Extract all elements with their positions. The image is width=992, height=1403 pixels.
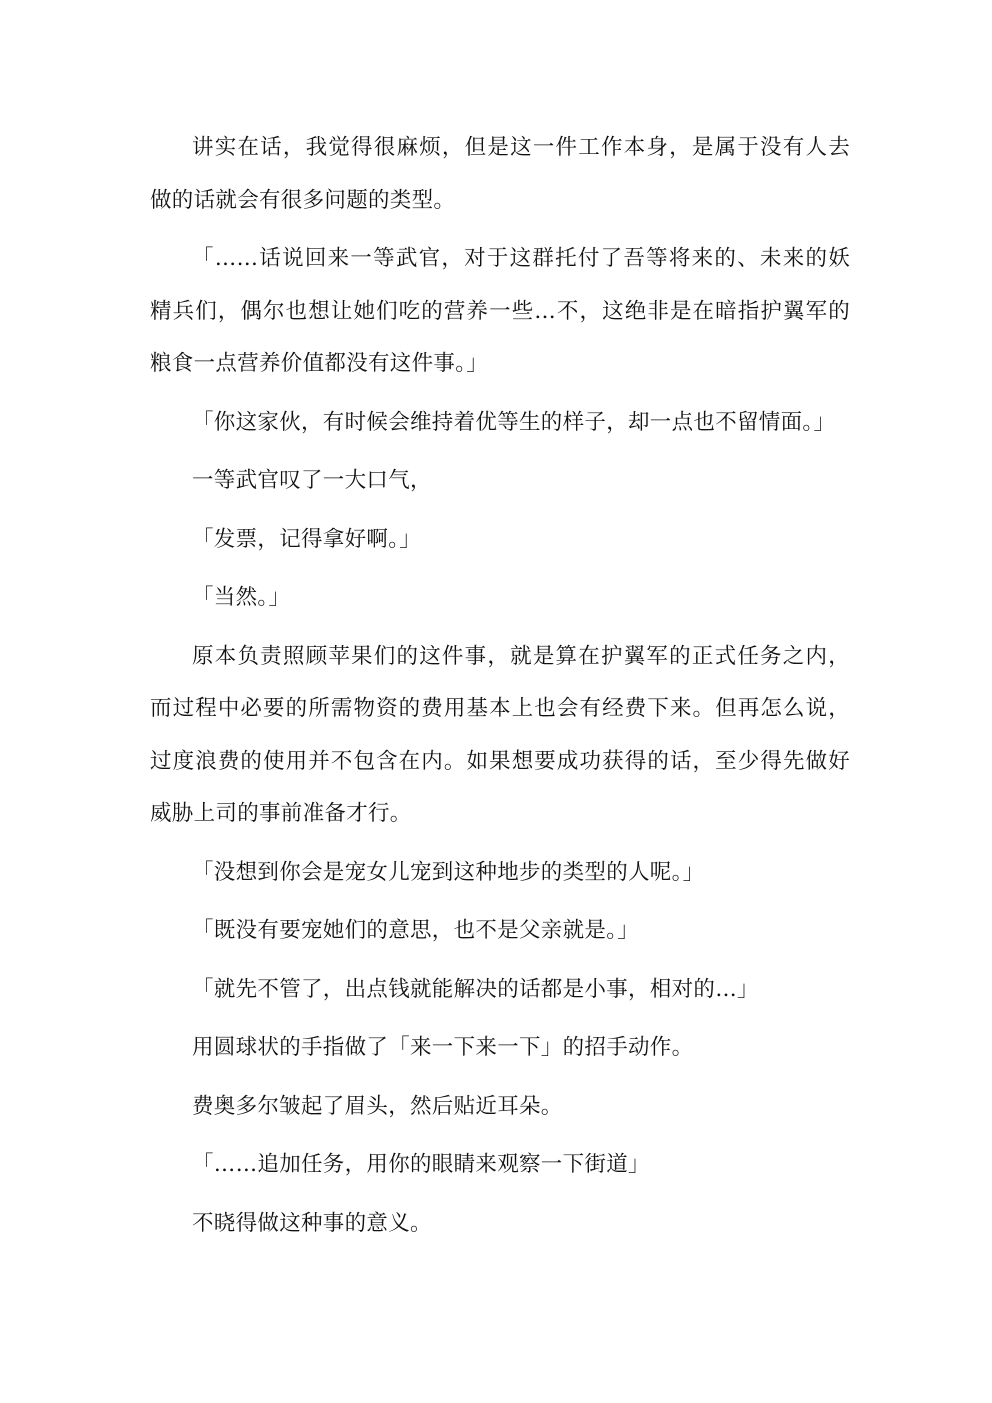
- text-line: 讲实在话，我觉得很麻烦，但是这一件工作本身，是属于没有人去: [192, 135, 850, 160]
- text-line: 「当然。」: [192, 585, 291, 610]
- text-line: 威胁上司的事前准备才行。: [150, 801, 412, 826]
- paragraph-5: [150, 514, 850, 567]
- paragraph-10: [150, 964, 850, 1017]
- paragraph-9: [150, 905, 850, 958]
- text-line: 粮食一点营养价值都没有这件事。」: [150, 351, 489, 376]
- text-line: 「没想到你会是宠女儿宠到这种地步的类型的人呢。」: [192, 859, 705, 885]
- text-line: 「……追加任务，用你的眼睛来观察一下街道」: [192, 1152, 650, 1177]
- paragraph-4: [150, 455, 850, 508]
- paragraph-3: [150, 397, 850, 450]
- text-line: 过度浪费的使用并不包含在内。如果想要成功获得的话，至少得先做好: [150, 748, 850, 774]
- paragraph-6: [150, 572, 850, 625]
- paragraph-7: [150, 631, 850, 841]
- paragraph-2: [150, 233, 850, 391]
- text-line: 「既没有要宠她们的意思，也不是父亲就是。」: [192, 918, 640, 943]
- text-line: 做的话就会有很多问题的类型。: [150, 187, 456, 213]
- text-line: 「……话说回来一等武官，对于这群托付了吾等将来的、未来的妖: [192, 246, 850, 271]
- text-line: 费奥多尔皱起了眉头，然后贴近耳朵。: [192, 1093, 563, 1119]
- text-line: 用圆球状的手指做了「来一下来一下」的招手动作。: [192, 1035, 694, 1060]
- body-text: [150, 122, 850, 1256]
- text-line: 精兵们，偶尔也想让她们吃的营养一些…不，这绝非是在暗指护翼军的: [150, 298, 850, 324]
- paragraph-8: [150, 847, 850, 900]
- text-line: 「就先不管了，出点钱就能解决的话都是小事，相对的…」: [192, 976, 759, 1002]
- text-line: 一等武官叹了一大口气，: [192, 468, 432, 493]
- paragraph-11: [150, 1022, 850, 1075]
- text-line: 「发票，记得拿好啊。」: [192, 526, 422, 552]
- paragraph-14: [150, 1198, 850, 1251]
- paragraph-12: [150, 1081, 850, 1134]
- text-line: 不晓得做这种事的意义。: [192, 1210, 432, 1236]
- paragraph-1: [150, 122, 850, 227]
- text-line: 而过程中必要的所需物资的费用基本上也会有经费下来。但再怎么说，: [150, 696, 850, 721]
- paragraph-13: [150, 1139, 850, 1192]
- text-line: 原本负责照顾苹果们的这件事，就是算在护翼军的正式任务之内，: [192, 643, 850, 669]
- text-line: 「你这家伙，有时候会维持着优等生的样子，却一点也不留情面。」: [192, 409, 836, 435]
